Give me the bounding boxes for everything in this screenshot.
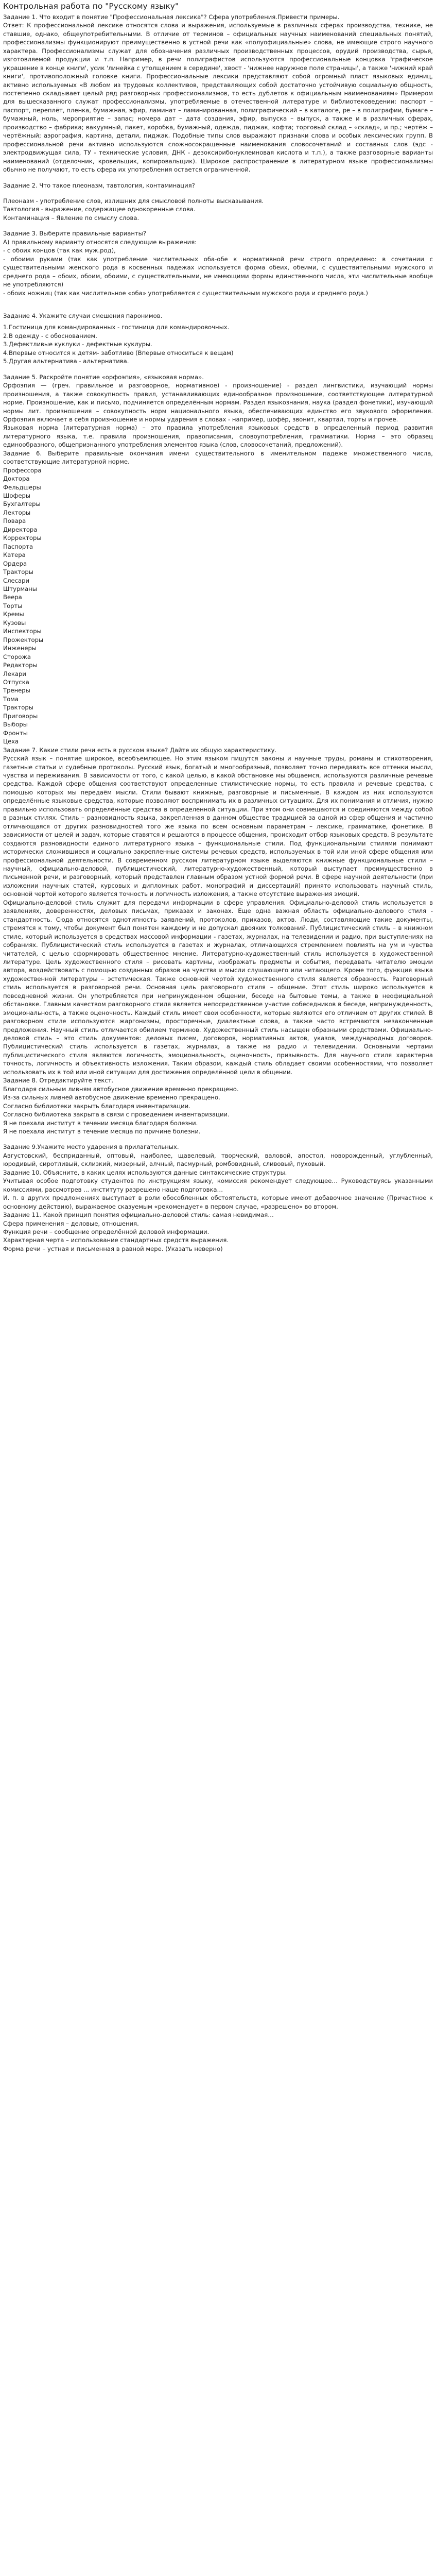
paragraph: Плеоназм - употребление слов, излишних для смысловой полноты высказывания. [3, 197, 264, 205]
paragraph: Языковая норма (литературная норма) – это правила употребления языковых средств в определенный период развития литературного языка, т.е. правила произношения, правописания, словоупотребления, грамматики. Норма – это образец единообразного, общепризнанного употребления элементов языка (слов, словосочетаний, предложений). [3, 424, 433, 449]
paragraph: Тракторы [3, 704, 33, 711]
paragraph: Шоферы [3, 492, 31, 500]
paragraph: Доктора [3, 475, 30, 483]
paragraph: Характерная черта – использование стандартных средств выражения. [3, 1236, 229, 1244]
paragraph: Повара [3, 517, 26, 525]
paragraph: Катера [3, 551, 26, 559]
paragraph: Задание 2. Что такое плеоназм, тавтология, контаминация? [3, 181, 195, 189]
paragraph: И. п. в других предложениях выступает в роли обособленных обстоятельств, которые имеют добавочное значение (Причастное к основному действию), выражаемое сказуемым «рекомендует» в первом случае, «разрешено» во втором. [3, 1194, 433, 1210]
paragraph: Тренеры [3, 687, 30, 694]
paragraph: Фронты [3, 729, 28, 737]
spacer [3, 1136, 433, 1143]
paragraph: Инспекторы [3, 628, 42, 635]
paragraph: Орфоэпия — (греч. правильное и разговорное, нормативное) - произношение) - раздел лингвистики, изучающий нормы произношения, а также совокупность правил, устанавливающих единообразное произношение, соответствующее литературной норме. Произношение, как и письмо, подчиняется определённым нормам. Раздел языкознания, наука (раздел фонетики), изучающий нормы лит. произношения – совокупность норм национального языка, обеспечивающих единство его звукового оформления. Орфоэпия включает в себя произношение и нормы ударения в словах - например, шофёр, звонит, квартал, торты и прочее. [3, 382, 433, 423]
paragraph: Я не поехала институт в течение месяца по причине болезни. [3, 1128, 201, 1136]
paragraph: Задание 10. Объясните, в каких целях используются данные синтаксические структуры. [3, 1168, 287, 1176]
paragraph: 1.Гостиница для командированных - гостиница для командировочных. [3, 324, 230, 331]
spacer [3, 174, 433, 181]
paragraph: Тракторы [3, 568, 33, 576]
paragraph: 4.Впервые относится к детям- заботливо (Впервые относиться к вещам) [3, 349, 234, 357]
paragraph: Кремы [3, 611, 24, 618]
paragraph: Профессора [3, 466, 42, 474]
spacer [3, 304, 433, 312]
paragraph: Я не поехала институт в течении месяца благодаря болезни. [3, 1119, 198, 1127]
paragraph: Задание 4. Укажите случаи смешения паронимов. [3, 312, 163, 319]
paragraph: Штурманы [3, 585, 37, 593]
document-page [0, 0, 436, 1259]
paragraph: Задание 9.Укажите место ударения в прилагательных. [3, 1143, 179, 1151]
paragraph: Директора [3, 526, 38, 533]
paragraph: Слесари [3, 577, 30, 584]
paragraph: Веера [3, 594, 22, 601]
spacer [3, 366, 433, 373]
paragraph: Лекторы [3, 509, 31, 516]
paragraph: Ответ: К профессиональной лексике относятся слова и выражения, используемые в различных сферах производства, технике, не ставшие, однако, общеупотребительными. В отличие от терминов – официальных научных наименований специальных понятий, профессионализмы функционируют преимущественно в устной речи как «полуофициальные» слова, не имеющие строго научного характера. Профессионализмы служат для обозначения различных производственных процессов, орудий производства, сырья, изготовляемой продукции и т.п. Например, в речи полиграфистов используются профессиональные концовка 'графическое украшение в конце книги', усик 'линейка с утолщением в середине', хвост - 'нижнее наружное поле страницы', а также 'нижний край книги', противоположный головке книги. Профессиональные лексики представляют собой огромный пласт языковых единиц, активно используемых «В любом из трудовых коллективов, представляющих собой достаточно устойчивую социальную общность, постепенно складывает целый ряд разговорных профессионализмов, то есть дублетов к официальным наименованиям» Примером для вышесказанного служат профессионализмы, употребляемые в отечественной литературе и библиотековедении: паспорт – паспорт, переплёт, пленка, бумажная, эфир, ламинат – ламинированная, полиграфический – в каталоге, ре – в полиграфии, бумаге – бумажный, ноль, мероприятие – запас; номера дат – дата создания, эфир, выпуска – выпуск, а также и в различных сферах, производство – фабрика; вакуумный, пакет, коробка, бумажный, одежда, пиджак, кофта; торговый склад – «склад», и пр.; чертёж – чертёжный; аэрография, картина, детали, пиджак. Подобные типы слов выражают признаки слова и особых лексических групп. В профессиональной речи активно используются сложносокращенные наименования словосочетаний и составных слов (эдс - электродвижущая сила, ТУ - технические условия, ДНК - дезоксирибонуклеиновая кислота и т.п.), а также разговорные варианты наименований (отделочник, кровельщик, копировальщик). Широкое распространение в литературном языке профессионализмы обычно не получают, то есть сфера их употребления остается ограниченной. [3, 22, 433, 174]
paragraph: Фельдшеры [3, 483, 41, 491]
paragraph: Согласно библиотека закрыта в связи с проведением инвентаризации. [3, 1111, 230, 1118]
paragraph: Кузовы [3, 619, 26, 626]
paragraph: Ордера [3, 560, 27, 567]
paragraph: - с обоих концов (так как муж.род), [3, 247, 116, 255]
paragraph: Бухгалтеры [3, 500, 41, 508]
paragraph: Сторожа [3, 653, 31, 660]
paragraph: Лекари [3, 670, 26, 677]
paragraph: Из-за сильных ливней автобусное движение временно прекращено. [3, 1094, 220, 1101]
paragraph: Корректоры [3, 534, 42, 542]
paragraph: Выборы [3, 721, 28, 728]
paragraph: Торты [3, 602, 23, 609]
paragraph: - обоих ножниц (так как числительное «оба» употребляется с существительным мужского рода и среднего рода.) [3, 289, 368, 297]
paragraph: Задание 3. Выберите правильные варианты? [3, 230, 146, 238]
paragraph: Благодаря сильным ливням автобусное движение временно прекращено. [3, 1085, 239, 1093]
paragraph: Тома [3, 695, 19, 703]
spacer [3, 190, 433, 197]
paragraph: Задание 6. Выберите правильные окончания имени существительного в именительном падеже множественного числа, соответствующие литературной норме. [3, 449, 433, 466]
paragraph: Официально-деловой стиль служит для передачи информации в сфере управления. Официально-деловой стиль используется в заявлениях, доверенностях, деловых письмах, приказах и законах. Еще одна важная область официально-делового стиля - стандартность. Сюда относятся однотипность заявлений, протоколов, приказов, актов. Люди, составляющие такие документы, стремятся к тому, чтобы документ был понятен каждому и не допускал двояких толкований. Публицистический стиль – в книжном стиле, который используется в средствах массовой информации - газетах, журналах, на телевидении и радио, при выступлениях на собраниях. Публицистический стиль используется в газетах и журналах, отличающихся стремлением повлиять на ум и чувства читателей, с целью сформировать общественное мнение. Литературно-художественный стиль используется в художественной литературе. Цель художественного стиля – рисовать картины, изображать предметы и события, передавать читателю эмоции автора, воздействовать с помощью созданных образов на чувства и мысли слушающего или читающего. Кроме того, функция языка художественной литературы – эстетическая. Также основной чертой художественного стиля является образность. Разговорный стиль используется в разговорной речи. Основная цель разговорного стиля – общение. Этот стиль широко используется в повседневной жизни. Он употребляется при непринужденном общении, беседе на бытовые темы, а также в неофициальной обстановке. Главным качеством разговорного стиля является непосредственное участие собеседников в беседе, непринужденность, эмоциональность, а также оценочность. Каждый стиль имеет свои особенности, которые являются его отличием от других стилей. В разговорном стиле используются жаргонизмы, просторечные, диалектные слова, а также часто встречаются незаконченные предложения. Научный стиль отличается обилием терминов. Художественный стиль насыщен образными средствами. Официально-деловой стиль – это стиль документов: деловых писем, договоров, нормативных актов, указов, международных договоров. Публицистический стиль используется в газетах, журналах, а также на радио и телевидении. Основными чертами публицистического стиля являются логичность, эмоциональность, оценочность, призывность. Для научного стиля характерна точность, логичность и объективность изложения. Таким образом, каждый стиль обладает своими особенностями, что позволяет использовать их в той или иной ситуации для достижения определённой цели в общении. [3, 899, 433, 1076]
paragraph: Задание 11. Какой принцип понятия официально-деловой стиль: самая невидимая… [3, 1211, 274, 1219]
paragraph: Задание 1. Что входит в понятие "Профессиональная лексика"? Сфера употребления.Привести примеры. [3, 13, 340, 21]
paragraph: Прожекторы [3, 636, 44, 643]
document-body [3, 13, 433, 1253]
paragraph: А) правильному варианту относятся следующие выражения: [3, 238, 197, 246]
paragraph: Сфера применения – деловые, отношения. [3, 1219, 139, 1227]
paragraph: Форма речи – устная и письменная в равной мере. (Указать неверно) [3, 1245, 223, 1252]
paragraph: Задание 5. Раскройте понятие «орфоэпия», «языковая норма». [3, 373, 204, 381]
paragraph: Инженеры [3, 645, 37, 652]
paragraph: Функция речи – сообщение определённой деловой информации. [3, 1228, 210, 1235]
paragraph: 3.Дефектливые куклуки - дефектные куклуры. [3, 341, 152, 348]
paragraph: Согласно библиотеки закрыть благодаря инвентаризации. [3, 1102, 190, 1110]
paragraph: Августовский, бесприданный, оптовый, наиболее, щавелевый, творческий, валовой, апостол, новорожденный, углубленный, юродивый, сиротливый, склизкий, мизерный, алчный, пасмурный, ромбовидный, сливовый, пуховый. [3, 1151, 433, 1168]
paragraph: Русский язык – понятие широкое, всеобъемлющее. Но этим языком пишутся законы и научные труды, романы и стихотворения, газетные статьи и судебные протоколы. Русский язык, богатый и многообразный, позволяет точно передавать все оттенки мысли, чувства и переживания. В зависимости от того, с какой целью, в какой обстановке мы общаемся, используются различные речевые средства. Каждой сфере общения соответствуют определенные стилистические нормы, то есть правила и речевые средства, с помощью которых мы передаём мысли. Стили бывают книжные, разговорные и письменные. В каждом из них используются определённые языковые средства, которые позволяют воспринимать их в различных ситуациях. Для их понимания и отличия, нужно правильно использовать определённые средства в определенной ситуации. При этом они совмещаются и соединяются между собой в разных стилях. Стиль – разновидность языка, закрепленная в данном обществе традицией за одной из сфер общения и частично отличающаяся от других разновидностей того же языка по всем основным параметрам – лексике, грамматике, фонетике. В зависимости от целей и задач, которые ставятся и решаются в процессе общения, происходит отбор языковых средств. В результате создаются разновидности единого литературного языка – функциональные стили. Под функциональными стилями понимают исторически сложившиеся и социально закрепленные системы речевых средств, используемых в той или иной сфере общения или профессиональной деятельности. В современном русском литературном языке выделяются книжные функциональные стили – научный, официально-деловой, публицистический, литературно-художественный, который выступает преимущественно в письменной речи, и разговорный, который представлен главным образом устной формой речи. В сфере научной деятельности (при изложении научных статей, курсовых и дипломных работ, монографий и диссертаций) принято использовать научный стиль, основной чертой которого является точность и логичность изложения, а также отсутствие выражения эмоций. [3, 755, 433, 898]
paragraph: Отпуска [3, 679, 29, 686]
paragraph: Цеха [3, 738, 19, 745]
paragraph: Задание 8. Отредактируйте текст. [3, 1077, 114, 1084]
spacer [3, 222, 433, 229]
document-title: Контрольная работа по "Русскому языку" [3, 2, 179, 11]
paragraph: Контаминация – Явление по смыслу слова. [3, 214, 139, 222]
paragraph: - обоими руками (так как употребление числительных оба-обе к нормативной речи строго определено: в сочетании с существительными женского рода в косвенных падежах используется форма обеих, обеими, с существительными мужского и среднего рода – обоих, обоим, обоими, с существительными, не имеющими формы единственного числа, эти числительные вообще не употребляются) [3, 255, 433, 289]
paragraph: Приговоры [3, 712, 38, 720]
paragraph: Редакторы [3, 662, 38, 669]
paragraph: Задание 7. Какие стили речи есть в русском языке? Дайте их общую характеристику. [3, 746, 277, 754]
spacer [3, 297, 433, 304]
paragraph: 2.В одежду - с обоснованием. [3, 332, 97, 340]
paragraph: Тавтология - выражение, содержащее однокоренные слова. [3, 206, 196, 213]
paragraph: 5.Другая альтернатива - альтернатива. [3, 358, 129, 365]
paragraph: Паспорта [3, 543, 33, 550]
paragraph: Учитывая особое подготовку студентов по инструкциям языку, комиссия рекомендует следующее… Руководствуясь указанными комиссиями, рассмотрев ... институту разрешено наше подготовка… [3, 1177, 433, 1193]
